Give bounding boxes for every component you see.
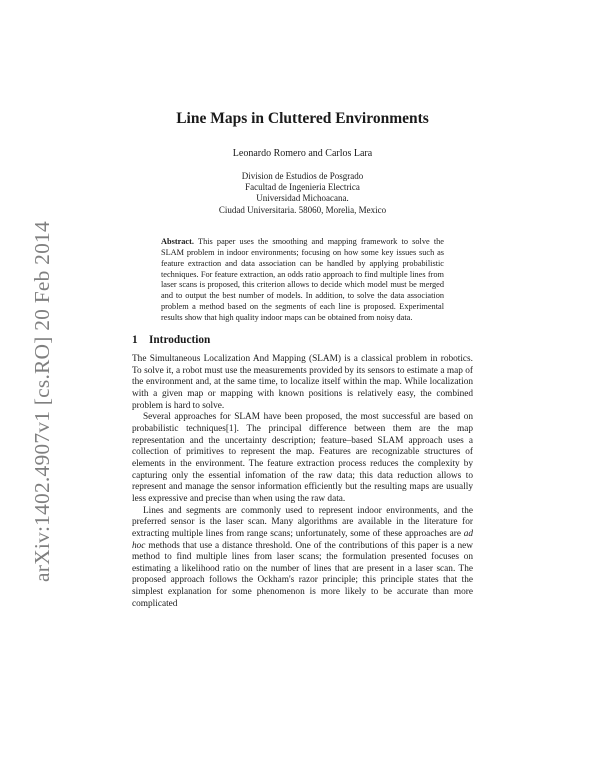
section-number: 1 [132,334,138,346]
paper-title: Line Maps in Cluttered Environments [176,110,429,127]
section-title: Introduction [149,334,211,346]
section-heading [132,333,210,347]
paper-authors: Leonardo Romero and Carlos Lara [232,148,373,159]
abstract-text: This paper uses the smoothing and mapping framework to solve the SLAM problem in indoor environments; focusing on how some key issues such as feature extraction and data association can be handled by applying probabilistic techniques. For feature extraction, an odds ratio approach to find multiple lines from laser scans is proposed, this criterion allows to decide which model must be merged and to output the best number of models. In addition, to solve the data association problem a method based on the segments of each line is proposed. Experimental results show that high quality indoor maps can be obtained from noisy data. [161,237,444,322]
body-paragraph: Several approaches for SLAM have been proposed, the most successful are based on probabilistic techniques[1]. The principal difference between them are the map representation and the uncertainty description; feature–based SLAM approach uses a collection of primitives to represent the map. Features are recognizable structures of elements in the environment. The feature extraction process reduces the complexity by capturing only the essential infomation of the raw data; this data reduction allows to represent and manage the sensor information efficiently but the resulting maps are usually less expressive and precise than when using the raw data. [132,412,473,504]
paragraph-text: methods that use a distance threshold. One of the contributions of this paper is a new method to find multiple lines from laser scans; the formulation presented focuses on estimating a likelihood ratio on the number of lines that are present in a laser scan. The proposed approach follows the Ockham's razor principle; this principle states that the simplest explanation for some phenomenon is more likely to be accurate than more complicated [132,540,473,609]
affiliation-line: Universidad Michoacana. [256,193,349,204]
paragraph-text: Lines and segments are commonly used to represent indoor environments, and the preferred sensor is the laser scan. Many algorithms are available in the literature for extracting multiple lines from range scans; unfortunately, some of these approaches are [132,505,473,539]
affiliation-line: Division de Estudios de Posgrado [241,171,364,181]
abstract-label: Abstract. [161,237,194,246]
arxiv-identifier[interactable]: arXiv:1402.4907v1 [cs.RO] 20 Feb 2014 [30,221,54,582]
abstract [161,237,444,324]
section-body [132,354,473,610]
emphasized-term: ad hoc [132,528,473,551]
body-paragraph: The Simultaneous Localization And Mapping (SLAM) is a classical problem in robotics. To solve it, a robot must use the measurements provided by its sensors to estimate a map of the environment and, at the same time, to localize itself within the map. While localization with a given map or mapping with known positions is relatively easy, the combined problem is hard to solve. [132,354,473,411]
affiliation-block [132,171,473,216]
affiliation-line: Facultad de Ingenieria Electrica [245,182,360,193]
body-paragraph [132,506,473,611]
affiliation-line: Ciudad Universitaria. 58060, Morelia, Mexico [218,204,387,215]
